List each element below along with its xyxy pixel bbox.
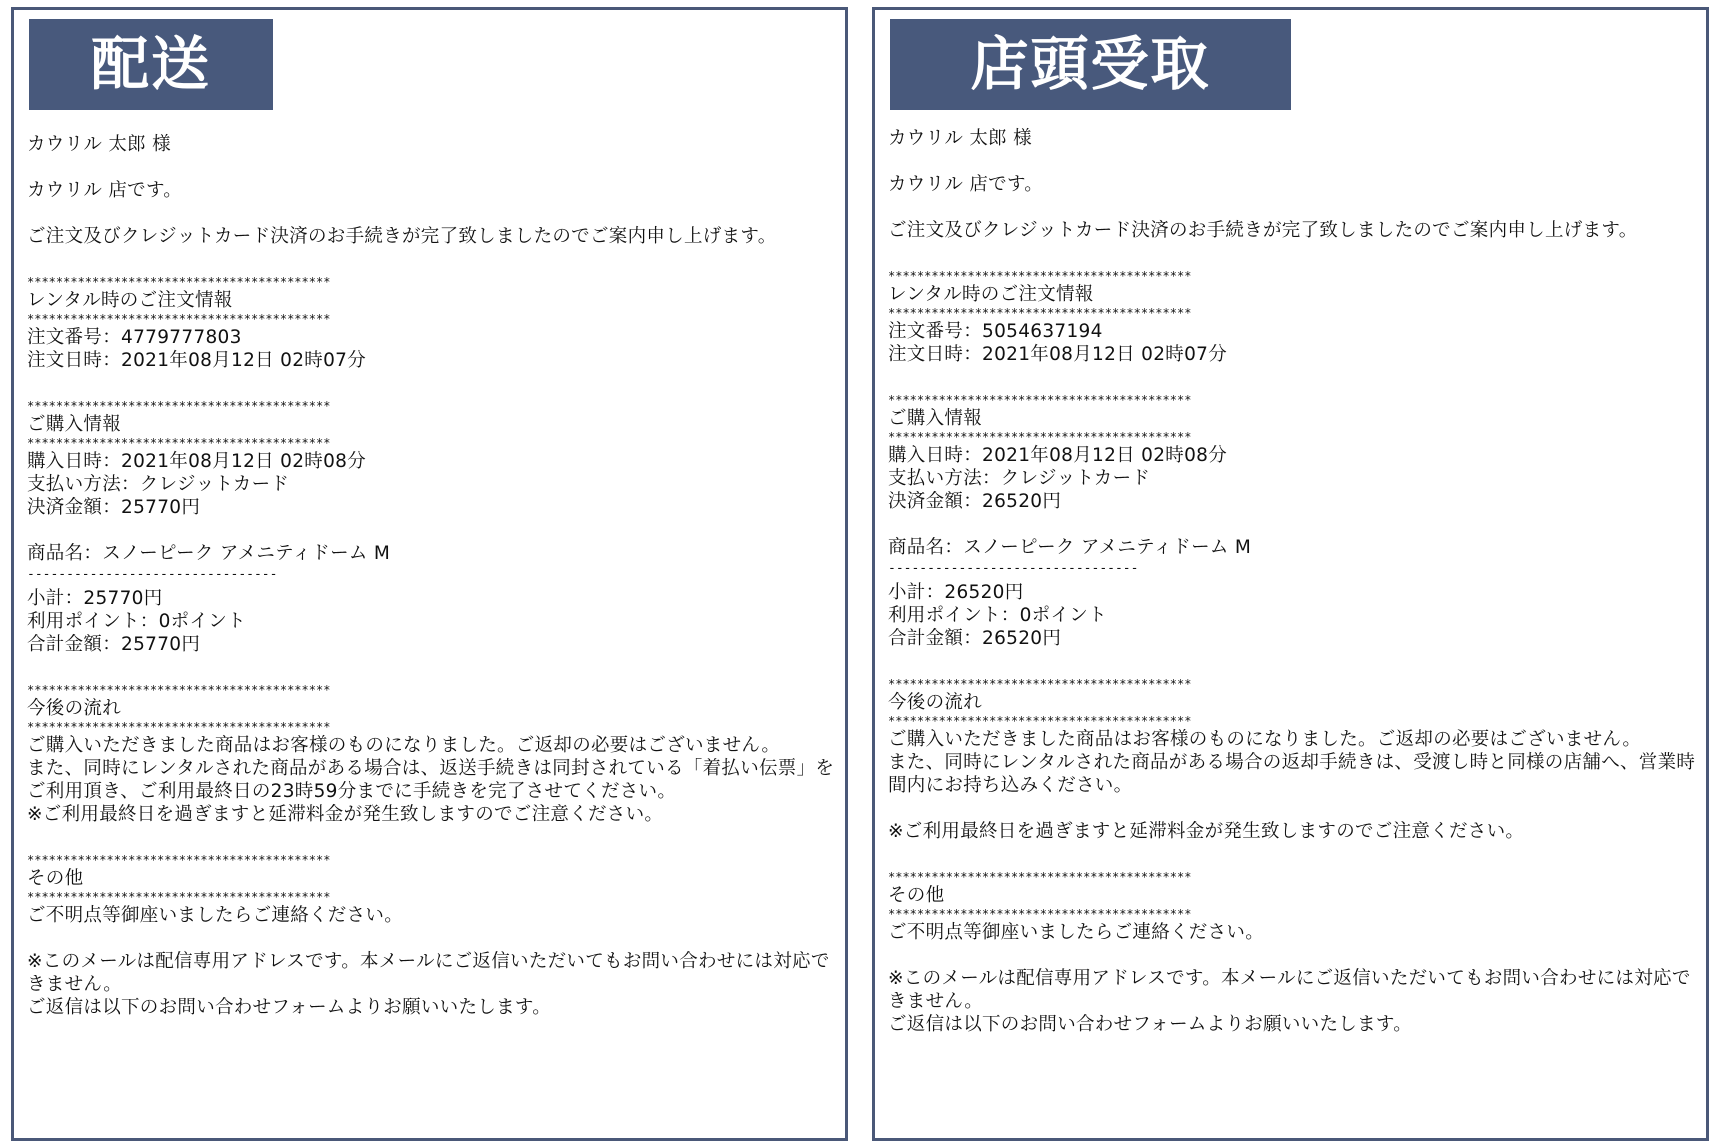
purchase-heading: ご購入情報 [27, 414, 122, 435]
points-used: 利用ポイント：0ポイント [888, 605, 1107, 626]
star-separator: ****************************************** [888, 430, 1192, 444]
flow-text-1: ご購入いただきました商品はお客様のものになりました。ご返却の必要はございません。 [27, 735, 781, 756]
star-separator: ****************************************** [27, 275, 331, 289]
flow-text-2: また、同時にレンタルされた商品がある場合の返却手続きは、受渡し時と同様の店舗へ、営業時間内にお持ち込みください。 [888, 752, 1696, 796]
greeting: カウリル 太郎 様 [27, 134, 171, 155]
total-amount: 合計金額：25770円 [27, 634, 201, 655]
other-heading: その他 [888, 885, 945, 906]
star-separator: ****************************************** [27, 436, 331, 450]
purchase-heading: ご購入情報 [888, 408, 983, 429]
payment-amount: 決済金額：25770円 [27, 497, 201, 518]
other-heading: その他 [27, 868, 84, 889]
payment-amount: 決済金額：26520円 [888, 491, 1062, 512]
store-pickup-banner: 店頭受取 [890, 19, 1291, 110]
order-date: 注文日時：2021年08月12日 02時07分 [888, 344, 1228, 365]
reply-text: ご返信は以下のお問い合わせフォームよりお願いいたします。 [888, 1014, 1412, 1035]
purchase-date: 購入日時：2021年08月12日 02時08分 [27, 451, 367, 472]
star-separator: ****************************************** [888, 306, 1192, 320]
star-separator: ****************************************** [27, 853, 331, 867]
star-separator: ****************************************** [888, 870, 1192, 884]
flow-text-3: ※ご利用最終日を過ぎますと延滞料金が発生致しますのでご注意ください。 [888, 821, 1525, 842]
store-pickup-email-panel [872, 7, 1709, 1141]
points-used: 利用ポイント：0ポイント [27, 611, 246, 632]
purchase-date: 購入日時：2021年08月12日 02時08分 [888, 445, 1228, 466]
contact-text: ご不明点等御座いましたらご連絡ください。 [27, 905, 404, 926]
star-separator: ****************************************** [888, 714, 1192, 728]
star-separator: ****************************************** [27, 683, 331, 697]
delivery-email-panel [11, 7, 848, 1141]
shop-line: カウリル 店です。 [888, 174, 1044, 195]
flow-heading: 今後の流れ [888, 692, 983, 713]
contact-text: ご不明点等御座いましたらご連絡ください。 [888, 922, 1265, 943]
star-separator: ****************************************** [27, 720, 331, 734]
intro-line: ご注文及びクレジットカード決済のお手続きが完了致しましたのでご案内申し上げます。 [888, 220, 1638, 241]
delivery-banner: 配送 [29, 19, 273, 110]
star-separator: ****************************************** [888, 677, 1192, 691]
delivery-email-body [27, 133, 837, 1019]
star-separator: ****************************************** [27, 399, 331, 413]
flow-text-2: また、同時にレンタルされた商品がある場合は、返送手続きは同封されている「着払い伝票」をご利用頂き、ご利用最終日の23時59分までに手続きを完了させてください。 [27, 758, 835, 802]
dash-separator: -------------------------------- [27, 567, 278, 582]
store-pickup-email-body [888, 127, 1698, 1036]
flow-heading: 今後の流れ [27, 698, 122, 719]
payment-method: 支払い方法：クレジットカード [888, 468, 1151, 489]
star-separator: ****************************************** [888, 907, 1192, 921]
reply-text: ご返信は以下のお問い合わせフォームよりお願いいたします。 [27, 997, 551, 1018]
total-amount: 合計金額：26520円 [888, 628, 1062, 649]
notice-text: ※このメールは配信専用アドレスです。本メールにご返信いただいてもお問い合わせには対応できません。 [888, 968, 1691, 1012]
flow-text-1: ご購入いただきました商品はお客様のものになりました。ご返却の必要はございません。 [888, 729, 1642, 750]
star-separator: ****************************************** [888, 269, 1192, 283]
notice-text: ※このメールは配信専用アドレスです。本メールにご返信いただいてもお問い合わせには対応できません。 [27, 951, 830, 995]
order-heading: レンタル時のご注文情報 [888, 284, 1094, 305]
order-date: 注文日時：2021年08月12日 02時07分 [27, 350, 367, 371]
subtotal: 小計：25770円 [27, 588, 163, 609]
product-name: 商品名：スノーピーク アメニティドーム M [888, 537, 1252, 558]
dash-separator: -------------------------------- [888, 561, 1139, 576]
star-separator: ****************************************** [27, 890, 331, 904]
payment-method: 支払い方法：クレジットカード [27, 474, 290, 495]
intro-line: ご注文及びクレジットカード決済のお手続きが完了致しましたのでご案内申し上げます。 [27, 226, 777, 247]
order-heading: レンタル時のご注文情報 [27, 290, 233, 311]
star-separator: ****************************************** [27, 312, 331, 326]
subtotal: 小計：26520円 [888, 582, 1024, 603]
product-name: 商品名：スノーピーク アメニティドーム M [27, 543, 391, 564]
flow-text-3: ※ご利用最終日を過ぎますと延滞料金が発生致しますのでご注意ください。 [27, 804, 664, 825]
greeting: カウリル 太郎 様 [888, 128, 1032, 149]
order-number: 注文番号：5054637194 [888, 321, 1103, 342]
star-separator: ****************************************** [888, 393, 1192, 407]
order-number: 注文番号：4779777803 [27, 327, 242, 348]
shop-line: カウリル 店です。 [27, 180, 183, 201]
